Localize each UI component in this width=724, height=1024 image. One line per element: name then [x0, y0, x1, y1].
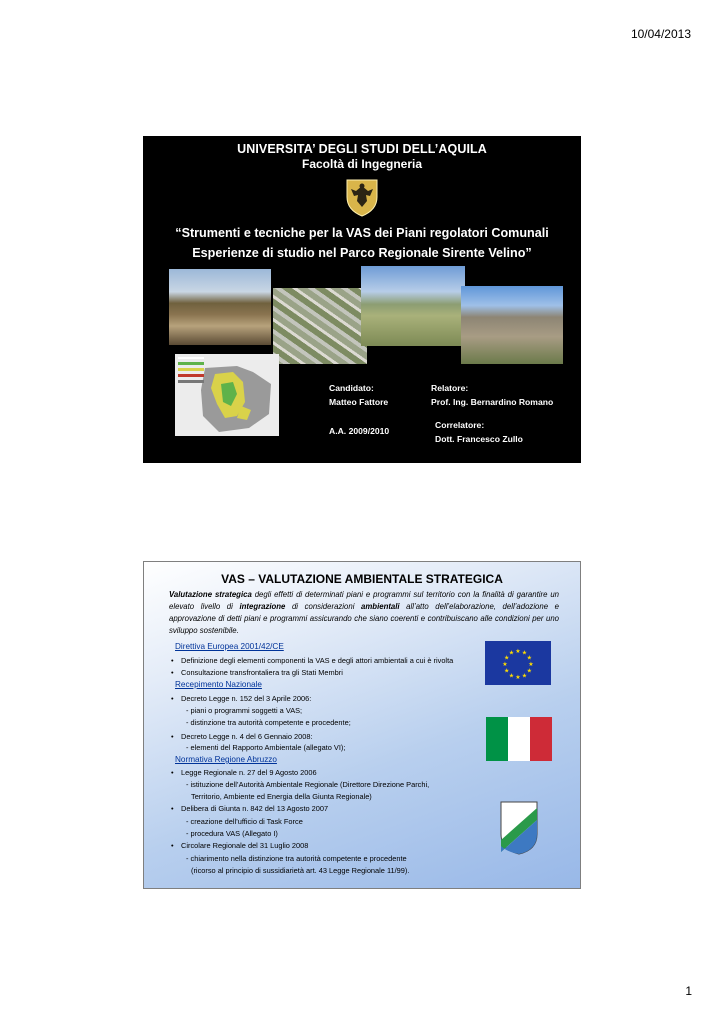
section-heading: Direttiva Europea 2001/42/CE — [175, 642, 284, 651]
list-item: • Circolare Regionale del 31 Luglio 2008 — [181, 841, 308, 851]
italy-flag-white — [508, 717, 530, 761]
candidate-block — [329, 381, 388, 409]
eu-star-icon: ★ — [508, 673, 515, 680]
eu-star-icon: ★ — [504, 668, 510, 675]
eu-star-icon: ★ — [515, 675, 521, 681]
section-heading: Normativa Regione Abruzzo — [175, 755, 277, 764]
supervisor-block — [431, 381, 553, 409]
eu-star-icon: ★ — [526, 668, 532, 675]
supervisor-name: Prof. Ing. Bernardino Romano — [431, 397, 554, 407]
co-supervisor-name: Dott. Francesco Zullo — [435, 434, 523, 444]
vas-slide — [143, 561, 581, 889]
list-subitem: - creazione dell’ufficio di Task Force — [186, 817, 303, 826]
list-item: • Decreto Legge n. 152 del 3 Aprile 2006: — [181, 694, 311, 704]
italy-flag-green — [486, 717, 508, 761]
co-supervisor-block — [435, 418, 523, 446]
list-subitem: - procedura VAS (Allegato I) — [186, 829, 278, 838]
list-subitem: - piani o programmi soggetti a VAS; — [186, 706, 303, 715]
definition-emphasis-1: integrazione — [239, 602, 286, 611]
list-subitem: (ricorso al principio di sussidiarietà art. 43 Legge Regionale 11/99). — [191, 866, 410, 875]
aerial-photo — [273, 288, 367, 364]
eu-star-icon: ★ — [504, 655, 510, 662]
page-date: 10/04/2013 — [630, 27, 691, 41]
list-item: • Decreto Legge n. 4 del 6 Gennaio 2008: — [181, 732, 313, 742]
eu-star-icon: ★ — [508, 650, 515, 657]
eu-star-icon: ★ — [502, 662, 508, 668]
faculty-name: Facoltà di Ingegneria — [301, 157, 423, 171]
definition-term: Valutazione strategica — [169, 590, 252, 599]
eu-star-icon: ★ — [521, 650, 528, 657]
candidate-name: Matteo Fattore — [329, 397, 389, 407]
thesis-title-line1: “Strumenti e tecniche per la VAS dei Piani regolatori Comunali — [175, 226, 549, 240]
italy-flag-red — [530, 717, 552, 761]
eu-star-icon: ★ — [515, 649, 521, 655]
list-subitem: Territorio, Ambiente ed Energia della Giunta Regionale) — [191, 792, 372, 801]
academic-year: A.A. 2009/2010 — [329, 426, 390, 436]
eu-star-icon: ★ — [528, 662, 534, 668]
map-legend — [178, 357, 204, 386]
supervisor-label: Relatore: — [431, 383, 469, 393]
italy-flag-icon — [486, 717, 552, 761]
list-item: • Legge Regionale n. 27 del 9 Agosto 2006 — [181, 768, 317, 778]
title-slide — [143, 136, 581, 463]
definition-emphasis-2: ambientali — [361, 602, 400, 611]
list-subitem: - istituzione dell’Autorità Ambientale Regionale (Direttore Direzione Parchi, — [186, 780, 430, 789]
thesis-title-line2: Esperienze di studio nel Parco Regionale Sirente Velino” — [192, 246, 532, 260]
list-subitem: - elementi del Rapporto Ambientale (allegato VI); — [186, 743, 346, 752]
protected-areas-map — [175, 354, 279, 436]
university-name: UNIVERSITA’ DEGLI STUDI DELL’AQUILA — [237, 142, 487, 156]
page-number: 1 — [685, 984, 692, 998]
list-subitem: - distinzione tra autorità competente e procedente; — [186, 718, 351, 727]
list-item: • Consultazione transfrontaliera tra gli Stati Membri — [181, 668, 343, 678]
definition-text-2: di considerazioni — [285, 602, 362, 611]
definition-text-1: degli effetti di determinati piani e programmi sul territorio con la finalità di garantire un elevato livello di — [169, 590, 559, 611]
eu-star-icon: ★ — [526, 655, 532, 662]
eu-flag-icon — [485, 641, 551, 685]
village-photo — [169, 269, 271, 345]
section-heading: Recepimento Nazionale — [175, 680, 262, 689]
plateau-photo — [361, 266, 465, 346]
definition-text-3: all’atto dell’elaborazione, dell’adozione e approvazione di detti piani e programmi assicurando che siano coerenti e contribuiscano alle condizioni per uno sviluppo sostenibile. — [169, 602, 559, 635]
candidate-label: Candidato: — [329, 383, 374, 393]
university-crest-logo — [344, 177, 380, 217]
eu-star-icon: ★ — [521, 673, 528, 680]
abruzzo-coat-of-arms-icon — [499, 800, 539, 856]
vas-slide-title: VAS – VALUTAZIONE AMBIENTALE STRATEGICA — [221, 572, 503, 586]
co-supervisor-label: Correlatore: — [435, 420, 485, 430]
list-subitem: - chiarimento nella distinzione tra autorità competente e procedente — [186, 854, 407, 863]
ruins-photo — [461, 286, 563, 364]
list-item: • Definizione degli elementi componenti la VAS e degli attori ambientali a cui è rivolta — [181, 656, 453, 666]
list-item: • Delibera di Giunta n. 842 del 13 Agosto 2007 — [181, 804, 328, 814]
